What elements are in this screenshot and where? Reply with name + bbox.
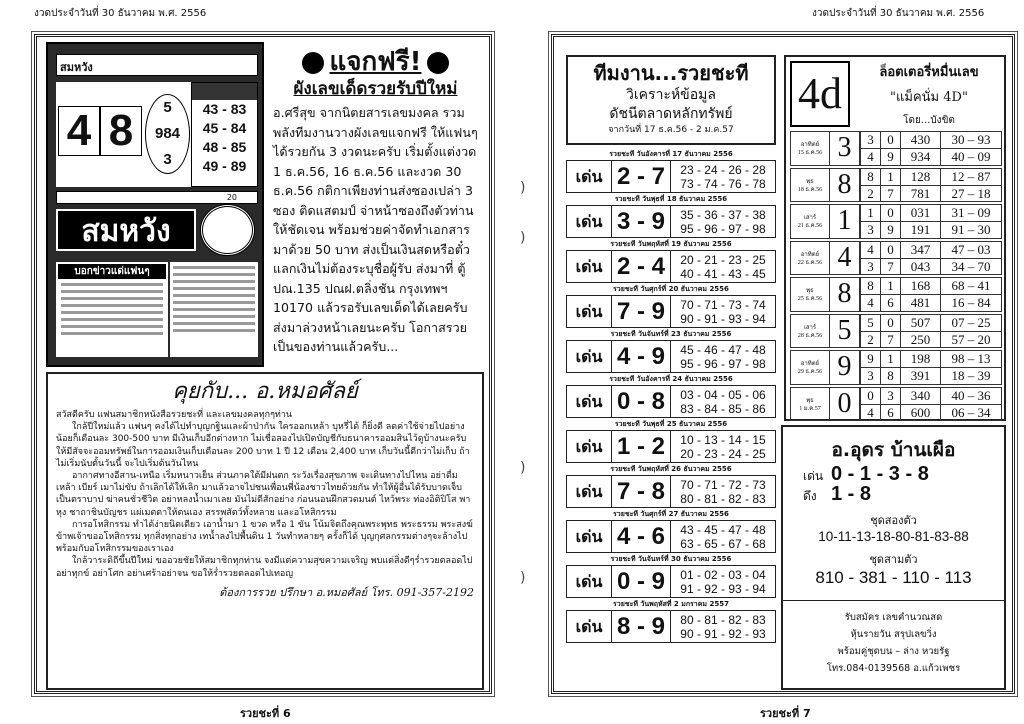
team-pick-row <box>566 565 776 598</box>
main-digit: 4 <box>829 242 859 275</box>
team-subtitle: วิเคราะห์ข้อมูล <box>626 87 716 103</box>
article-paragraph: การอโหสิกรรม ทำได้ง่ายนิดเดียว เอาน้ำมา 1 ขวด หรือ 1 ขัน โน้มจิตถึงคุณพระพุทธ พระธรรม พระสงฆ์ ข้าพเจ้าขออโหสิกรรม ทุกสิ่งทุกอย่าง เทน้ำลงไปพื้นดิน 1 วันทำหลายๆ ครั้งก็ได้ บุญกุศลกรรมต่างๆจะล้างไปพร้อมกับอโหสิกรรมของเราเอง <box>56 519 473 555</box>
cover-brand: สมหวัง <box>56 54 258 76</box>
footer-line: โทร.084-0139568 อ.แก้วเพชร <box>826 663 961 674</box>
numbers-line: 63 - 65 - 67 - 68 <box>680 537 766 551</box>
team-picks-list <box>566 148 776 643</box>
grid-cell: 4 <box>860 149 880 165</box>
row-date: รวยชะที วันจันทร์ที่ 30 ธันวาคม 2556 <box>610 555 732 563</box>
den-label: เด่น <box>575 482 603 501</box>
date: 18 ธ.ค.56 <box>797 186 823 193</box>
date: 25 ธ.ค.56 <box>797 296 823 302</box>
den-label: เด่น <box>575 617 603 636</box>
team-pick-row <box>566 160 776 193</box>
team-pick-row <box>566 385 776 418</box>
den-label: เด่น <box>575 572 603 591</box>
team-pick-row <box>566 430 776 463</box>
fourd-logo: 4d <box>790 61 850 127</box>
pick-digits: 4 - 6 <box>611 521 671 552</box>
den-label: เด่น <box>575 347 603 366</box>
grid-cell: 3 <box>860 222 880 238</box>
grid-cell: 2 <box>860 332 880 348</box>
grid-cell: 6 <box>880 405 900 421</box>
bullet-icon <box>302 52 324 74</box>
row-date: รวยชะที วันศุกร์ที่ 27 ธันวาคม 2556 <box>613 510 729 518</box>
grid-cell: 198 <box>900 351 940 368</box>
pick-numbers <box>671 386 775 417</box>
row-date: รวยชะที วันอังคารที่ 24 ธันวาคม 2556 <box>609 375 733 383</box>
row-date <box>791 169 829 202</box>
pick-digits: 0 - 8 <box>611 386 671 417</box>
free-offer-ad <box>268 44 483 366</box>
grid-cell: 68 – 41 <box>940 278 1001 295</box>
numbers-line: 20 - 21 - 23 - 25 <box>680 253 766 267</box>
article-paragraph: อากาศทางอีสาน-เหนือ เริ่มหนาวเย็น ส่วนภาคใต้มีฝนตก ระวังเรื่องสุขภาพ จะเดินทางไปไหน อย่าดื่มเหล้า เบียร์ เมาไม่ขับ ถ้าเลิกได้ให้เลิก มาแล้วอาจไปชนเพื่อนพี่น้องชาวไทยด้วยกัน ทำให้ผู้อื่นได้รับบาดเจ็บ เป็นตราบาป ฆ่าคนชั่วชีวิต อย่าหลงน้ำเมาเลย มันไม่ดีสักอย่าง ก่อนนอนฝึกสวดมนต์ ไหว้พระ ท่องอิติปิโส พาหุง ชาถาชินบัญชร แผ่เมตตาให้ตนเอง สรรพสัตว์ทั้งหลาย และอโหสิกรรม <box>56 471 471 518</box>
grid-cell: 40 – 36 <box>940 388 1001 405</box>
team-header <box>566 55 776 145</box>
cover-circle <box>145 94 190 174</box>
den-label: เด่น <box>575 302 603 321</box>
day-name: เสาร์ <box>803 215 817 221</box>
two-digit-set: 10-11-13-18-80-81-83-88 <box>818 529 969 544</box>
digit-grid <box>859 242 1001 275</box>
grid-cell: 40 – 09 <box>940 149 1001 165</box>
grid-cell: 5 <box>860 315 880 332</box>
numbers-line: 70 - 71 - 72 - 73 <box>680 478 766 492</box>
pick-numbers <box>671 431 775 462</box>
footer-line: พร้อมคู่ชุดบน – ล่าง หวยรัฐ <box>837 646 950 657</box>
grid-cell: 4 <box>860 405 880 421</box>
numbers-line: 40 - 41 - 43 - 45 <box>680 267 766 281</box>
grid-cell: 8 <box>860 278 880 295</box>
team-title: ทีมงาน...รวยชะที <box>593 61 749 85</box>
grid-cell: 34 – 70 <box>940 259 1001 275</box>
day-name: เสาร์ <box>803 324 817 331</box>
row-date <box>791 388 829 421</box>
row-date <box>791 278 829 311</box>
pick-numbers <box>671 206 775 237</box>
udon-panel <box>781 425 1006 690</box>
row-date: รวยชะที วันพฤหัสที่ 2 มกราคม 2557 <box>613 600 729 608</box>
den-label: เด่น <box>575 437 603 456</box>
grid-cell: 7 <box>880 259 900 275</box>
pick-digits: 7 - 8 <box>611 476 671 507</box>
numbers-line: 10 - 13 - 14 - 15 <box>680 433 766 447</box>
main-digit: 3 <box>829 132 859 165</box>
gutter-mark: ) <box>520 180 526 196</box>
circle-digit: 8 <box>163 125 172 142</box>
article-paragraph: สวัสดีครับ แฟนสมาชิกหนังสือรวยชะที่ และเลขมงคลทุกๆท่าน <box>56 410 293 420</box>
digit-grid <box>859 205 1001 238</box>
digit-grid <box>859 388 1001 421</box>
fourd-row <box>790 131 1002 166</box>
row-date: รวยชะที วันพฤหัสที่ 19 ธันวาคม 2556 <box>610 240 732 248</box>
grid-cell: 3 <box>880 388 900 405</box>
fourd-row <box>790 387 1002 422</box>
grid-cell: 934 <box>900 149 940 165</box>
gutter-mark: ) <box>520 460 526 476</box>
den-numbers: 0 - 1 - 3 - 8 <box>831 463 929 485</box>
team-pick-row <box>566 205 776 238</box>
grid-cell: 430 <box>900 132 940 149</box>
grid-cell: 391 <box>900 368 940 384</box>
pair: 43 - 83 <box>202 101 247 117</box>
pair: 48 - 85 <box>202 139 247 155</box>
date: 21 ธ.ค.56 <box>797 223 823 229</box>
grid-cell: 18 – 39 <box>940 368 1001 384</box>
team-pick-row <box>566 610 776 643</box>
numbers-line: 95 - 96 - 97 - 98 <box>680 222 766 236</box>
grid-cell: 06 – 34 <box>940 405 1001 421</box>
grid-cell: 31 – 09 <box>940 205 1001 222</box>
grid-cell: 340 <box>900 388 940 405</box>
pick-digits: 2 - 4 <box>611 251 671 282</box>
grid-cell: 8 <box>860 169 880 186</box>
issue-date-left: งวดประจำวันที่ 30 ธันวาคม พ.ศ. 2556 <box>34 8 207 19</box>
numbers-line: 70 - 71 - 73 - 74 <box>680 298 766 312</box>
grid-cell: 2 <box>860 186 880 202</box>
grid-cell: 98 – 13 <box>940 351 1001 368</box>
udon-title: อ.อุดร บ้านเผือ <box>831 439 956 461</box>
pick-digits: 7 - 9 <box>611 296 671 327</box>
gutter-mark: ) <box>520 230 526 246</box>
pick-digits: 2 - 7 <box>611 161 671 192</box>
date: 29 ธ.ค.56 <box>797 369 823 375</box>
team-pick-row <box>566 250 776 283</box>
grid-cell: 12 – 87 <box>940 169 1001 186</box>
grid-cell: 043 <box>900 259 940 275</box>
date: 22 ธ.ค.56 <box>797 259 823 266</box>
main-digit: 8 <box>829 278 859 311</box>
den-label: เด่น <box>803 469 824 483</box>
three-digit-label: ชุดสามตัว <box>869 553 918 566</box>
numbers-line: 43 - 45 - 47 - 48 <box>680 523 766 537</box>
pick-numbers <box>671 296 775 327</box>
numbers-line: 45 - 46 - 47 - 48 <box>680 343 766 357</box>
team-pick-row <box>566 520 776 553</box>
grid-cell: 0 <box>860 388 880 405</box>
gutter-mark: ) <box>520 570 526 586</box>
bullet-icon <box>427 52 449 74</box>
page-number-right: รวยชะที่ 7 <box>760 707 811 720</box>
grid-cell: 47 – 03 <box>940 242 1001 259</box>
numbers-line: 03 - 04 - 05 - 06 <box>680 388 766 402</box>
digit-grid <box>859 315 1001 348</box>
pick-numbers <box>671 521 775 552</box>
dueng-numbers: 1 - 8 <box>831 483 872 505</box>
grid-cell: 57 – 20 <box>940 332 1001 348</box>
numbers-line: 90 - 91 - 92 - 93 <box>680 627 766 641</box>
grid-cell: 27 – 18 <box>940 186 1001 202</box>
pick-digits: 0 - 9 <box>611 566 671 597</box>
row-date: รวยชะที วันพุธที่ 25 ธันวาคม 2556 <box>614 420 728 428</box>
day-name: อาทิตย์ <box>800 142 820 148</box>
numbers-line: 80 - 81 - 82 - 83 <box>680 492 766 506</box>
pick-numbers <box>671 161 775 192</box>
grid-cell: 600 <box>900 405 940 421</box>
seal-emblem <box>200 204 255 256</box>
cover-title: สมหวัง <box>56 209 196 251</box>
digit-grid <box>859 132 1001 165</box>
date: 1 ม.ค.57 <box>799 405 821 412</box>
fourd-row <box>790 350 1002 385</box>
fourd-author: โดย...บังขิต <box>903 115 955 126</box>
grid-cell: 481 <box>900 295 940 311</box>
main-digit: 5 <box>829 315 859 348</box>
fourd-title: ล็อตเตอรี่หมื่นเลข <box>879 65 979 80</box>
den-label: เด่น <box>575 392 603 411</box>
fourd-table <box>790 131 1002 423</box>
article-signature: ต้องการรวย ปรึกษา อ.หมอศัลย์ โทร. 091-357-2192 <box>219 585 474 599</box>
grid-cell: 3 <box>860 259 880 275</box>
pick-digits: 1 - 2 <box>611 431 671 462</box>
grid-cell: 4 <box>860 242 880 259</box>
footer-line: หุ้นรายวัน สรุปเลขวิ่ง <box>850 629 937 640</box>
cover-price: 20 <box>56 191 258 204</box>
article-paragraph: ใกล้ปีใหม่แล้ว แฟนๆ คงได้ไปทำบุญกฐินและผ้าป่ากัน ใครออกเหล้า บุหรี่ได้ ก็ยิ่งดี ลดค่าใช้จ่ายไปอย่างน้อยก็เดือนละ 300-500 บาท มีเงินเก็บอีกต่างหาก ไม่เชื่อลองไปเปิดบัญชีกับธนาคารออมสินไว้ดูบ้างนะครับ ให้มีสัจจะออมทรัพย์ในการออมเงินเก็บเดือนละ 200 บาท 1 ปี 12 เดือน 2,400 บาท เก็บวันนี้ดีกว่าไม่เก็บ ถ้าไม่เริ่มนับตั้นวันนี้ จะไปเริ่มต้นวันไหน <box>56 422 470 469</box>
grid-cell: 0 <box>880 242 900 259</box>
grid-cell: 9 <box>880 149 900 165</box>
digit-grid <box>859 351 1001 384</box>
day-name: อาทิตย์ <box>800 361 820 367</box>
row-date <box>791 351 829 384</box>
pick-numbers <box>671 476 775 507</box>
grid-cell: 7 <box>880 186 900 202</box>
row-date <box>791 132 829 165</box>
main-digit: 0 <box>829 388 859 421</box>
two-digit-label: ชุดสองตัว <box>870 514 917 527</box>
day-name: พุธ <box>806 288 814 294</box>
pick-numbers <box>671 611 775 642</box>
grid-cell: 4 <box>860 295 880 311</box>
numbers-line: 73 - 74 - 76 - 78 <box>680 177 766 191</box>
grid-cell: 781 <box>900 186 940 202</box>
pair: 45 - 84 <box>202 120 247 136</box>
grid-cell: 168 <box>900 278 940 295</box>
grid-cell: 16 – 84 <box>940 295 1001 311</box>
ad-title: แจกฟรี! <box>329 47 422 77</box>
fourd-row <box>790 204 1002 239</box>
grid-cell: 91 – 30 <box>940 222 1001 238</box>
row-date <box>791 242 829 275</box>
grid-cell: 8 <box>880 368 900 384</box>
row-date: รวยชะที วันพฤหัสที่ 26 ธันวาคม 2556 <box>610 465 732 473</box>
grid-cell: 6 <box>880 295 900 311</box>
issue-date-right: งวดประจำวันที่ 30 ธันวาคม พ.ศ. 2556 <box>812 8 985 19</box>
day-name: พุธ <box>806 178 814 185</box>
numbers-line: 83 - 84 - 85 - 86 <box>680 402 766 416</box>
fourd-row <box>790 277 1002 312</box>
den-label: เด่น <box>575 212 603 231</box>
day-name: อาทิตย์ <box>800 251 820 258</box>
grid-cell: 1 <box>880 169 900 186</box>
grid-cell: 0 <box>880 205 900 222</box>
row-date <box>791 205 829 238</box>
ad-subtitle: ผังเลขเด็ดรวยรับปีใหม่ <box>293 79 458 99</box>
grid-cell: 128 <box>900 169 940 186</box>
cover-news-text <box>170 262 258 357</box>
numbers-line: 95 - 96 - 97 - 98 <box>680 357 766 371</box>
date: 15 ธ.ค.56 <box>797 150 823 156</box>
cover-news <box>56 262 168 357</box>
date: 28 ธ.ค.56 <box>797 332 823 339</box>
article-title: คุยกับ... อ.หมอศัลย์ <box>172 379 358 404</box>
grid-cell: 9 <box>860 351 880 368</box>
fourd-row <box>790 314 1002 349</box>
numbers-line: 91 - 92 - 93 - 94 <box>680 582 766 596</box>
main-digit: 9 <box>829 351 859 384</box>
pick-numbers <box>671 341 775 372</box>
grid-cell: 1 <box>880 278 900 295</box>
den-label: เด่น <box>575 527 603 546</box>
team-pick-row <box>566 295 776 328</box>
numbers-line: 90 - 91 - 93 - 94 <box>680 312 766 326</box>
row-date <box>791 315 829 348</box>
grid-cell: 347 <box>900 242 940 259</box>
circle-digit: 9 <box>154 125 164 142</box>
fourd-subtitle: "แม็คนั่ม 4D" <box>890 90 968 105</box>
main-digit: 8 <box>829 169 859 202</box>
circle-digit: 5 <box>163 99 172 116</box>
grid-cell: 191 <box>900 222 940 238</box>
footer-line: รับสมัคร เลขคำนวณสด <box>844 612 943 623</box>
grid-cell: 7 <box>880 332 900 348</box>
pick-numbers <box>671 251 775 282</box>
cover-digit: 4 <box>58 106 100 156</box>
grid-cell: 0 <box>880 132 900 149</box>
den-label: เด่น <box>575 257 603 276</box>
team-pick-row <box>566 340 776 373</box>
row-date: รวยชะที วันพุธที่ 18 ธันวาคม 2556 <box>614 195 728 203</box>
numbers-line: 01 - 02 - 03 - 04 <box>680 568 766 582</box>
numbers-line: 35 - 36 - 37 - 38 <box>680 208 766 222</box>
three-digit-set: 810 - 381 - 110 - 113 <box>815 568 972 587</box>
row-date: รวยชะที วันจันทร์ที่ 23 ธันวาคม 2556 <box>610 330 732 338</box>
pick-digits: 4 - 9 <box>611 341 671 372</box>
digit-grid <box>859 169 1001 202</box>
news-title: บอกข่าวแด่แฟนๆ <box>58 264 166 279</box>
den-label: เด่น <box>575 167 603 186</box>
grid-cell: 031 <box>900 205 940 222</box>
row-date: รวยชะที วันศุกร์ที่ 20 ธันวาคม 2556 <box>613 285 729 293</box>
grid-cell: 250 <box>900 332 940 348</box>
pick-numbers <box>671 566 775 597</box>
dueng-label: ดึง <box>803 489 817 503</box>
cover-pairs <box>191 82 258 187</box>
grid-cell: 07 – 25 <box>940 315 1001 332</box>
day-name: พุธ <box>806 397 814 404</box>
circle-digit: 4 <box>171 125 181 142</box>
grid-cell: 30 – 93 <box>940 132 1001 149</box>
numbers-line: 80 - 81 - 82 - 83 <box>680 613 766 627</box>
cover-numbers <box>56 82 191 187</box>
fourd-panel <box>784 55 1006 421</box>
ad-body: อ.ศรีสุข จากนิตยสารเลขมงคล รวมพลังทีมงานวางผังเลขแจกฟรี ให้แฟนๆ ได้รวยกัน 3 งวดนะครับ เริ่มตั้งแต่งวด 1 ธ.ค.56, 16 ธ.ค.56 และงวด 30 ธ.ค.56 กติกาเพียงท่านส่งซองเปล่า 3 ซอง ติดแสตมป์ จ่าหน้าซองถึงตัวท่านให้ชัดเจน พร้อมช่วยค่าจัดทำเอกสารมาด้วย 50 บาท ส่งเป็นเงินสดหรือตั๋วแลกเงินไม่ต้องระบุชื่อผู้รับ ส่งมาที่ ตู้ปณ.135 ปณฝ.ตลิ่งชัน กรุงเทพฯ 10170 แล้วรอรับเลขเด็ดได้เลยครับ ส่งมาล่วงหน้าเลยนะครับ โอกาสรวยเป็นของท่านแล้วครับ... <box>273 105 478 354</box>
cover-digit: 8 <box>100 106 142 156</box>
grid-cell: 0 <box>880 315 900 332</box>
magazine-cover <box>46 42 264 367</box>
row-date: รวยชะที วันอังคารที่ 17 ธันวาคม 2556 <box>609 150 733 158</box>
article-paragraph: ใกล้วาระดิถีขึ้นปีใหม่ ขออวยชัยให้สมาชิกทุกท่าน จงมีแต่ความสุขความเจริญ พบแต่สิ่งดีๆร่ำรวยตลอดไป อย่าทุกข์ อย่าโศก อย่าเศร้าอย่าจน ขอให้ร่ำรวยตลอดไปเทอญ <box>56 556 473 579</box>
fourd-row <box>790 241 1002 276</box>
grid-cell: 1 <box>860 205 880 222</box>
numbers-line: 23 - 24 - 26 - 28 <box>680 163 766 177</box>
team-range: จากวันที่ 17 ธ.ค.56 - 2 ม.ค.57 <box>608 125 734 135</box>
digit-grid <box>859 278 1001 311</box>
page-number-left: รวยชะที่ 6 <box>240 707 291 720</box>
grid-cell: 507 <box>900 315 940 332</box>
grid-cell: 9 <box>880 222 900 238</box>
article <box>46 372 484 690</box>
pair: 49 - 89 <box>202 158 247 174</box>
main-digit: 1 <box>829 205 859 238</box>
grid-cell: 1 <box>880 351 900 368</box>
fourd-row <box>790 168 1002 203</box>
team-subtitle: ดัชนีตลาดหลักทรัพย์ <box>609 106 733 122</box>
grid-cell: 3 <box>860 368 880 384</box>
pick-digits: 8 - 9 <box>611 611 671 642</box>
circle-digit: 3 <box>163 151 172 168</box>
grid-cell: 3 <box>860 132 880 149</box>
pick-digits: 3 - 9 <box>611 206 671 237</box>
numbers-line: 20 - 23 - 24 - 25 <box>680 447 766 461</box>
team-pick-row <box>566 475 776 508</box>
